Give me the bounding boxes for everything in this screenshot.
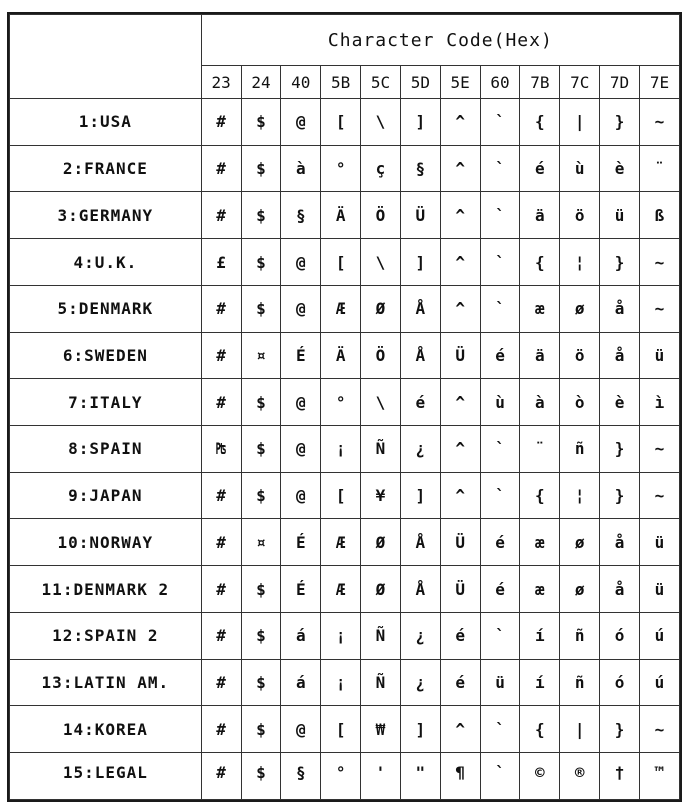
character-glyph-cell: Å bbox=[400, 332, 440, 379]
character-glyph-cell: { bbox=[520, 706, 560, 753]
country-name-cell: 1:USA bbox=[10, 99, 202, 146]
character-glyph-cell: ü bbox=[639, 566, 679, 613]
character-glyph-cell: ` bbox=[480, 239, 520, 286]
hex-code-header: 5E bbox=[440, 66, 480, 99]
character-glyph-cell: ° bbox=[321, 379, 361, 426]
character-glyph-cell: ` bbox=[480, 753, 520, 800]
character-glyph-cell: ~ bbox=[639, 285, 679, 332]
character-glyph-cell: ì bbox=[639, 379, 679, 426]
character-glyph-cell: $ bbox=[241, 99, 281, 146]
country-name-cell: 12:SPAIN 2 bbox=[10, 612, 202, 659]
character-glyph-cell: ø bbox=[560, 519, 600, 566]
hex-code-header: 5C bbox=[361, 66, 401, 99]
character-glyph-cell: } bbox=[600, 472, 640, 519]
character-glyph-cell: ¦ bbox=[560, 472, 600, 519]
country-name-cell: 7:ITALY bbox=[10, 379, 202, 426]
character-glyph-cell: ] bbox=[400, 706, 440, 753]
character-glyph-cell: § bbox=[281, 753, 321, 800]
character-glyph-cell: [ bbox=[321, 472, 361, 519]
character-glyph-cell: ù bbox=[480, 379, 520, 426]
character-glyph-cell: Ñ bbox=[361, 612, 401, 659]
character-glyph-cell: † bbox=[600, 753, 640, 800]
character-glyph-cell: Ø bbox=[361, 285, 401, 332]
character-glyph-cell: ü bbox=[480, 659, 520, 706]
character-glyph-cell: É bbox=[281, 519, 321, 566]
character-glyph-cell: ^ bbox=[440, 239, 480, 286]
character-glyph-cell: ó bbox=[600, 612, 640, 659]
hex-code-header: 7B bbox=[520, 66, 560, 99]
country-name-cell: 6:SWEDEN bbox=[10, 332, 202, 379]
character-glyph-cell: ° bbox=[321, 753, 361, 800]
character-glyph-cell: # bbox=[201, 285, 241, 332]
character-glyph-cell: é bbox=[480, 519, 520, 566]
character-glyph-cell: ¥ bbox=[361, 472, 401, 519]
character-glyph-cell: ¨ bbox=[520, 426, 560, 473]
character-glyph-cell: ° bbox=[321, 145, 361, 192]
country-name-cell: 5:DENMARK bbox=[10, 285, 202, 332]
character-glyph-cell: ₩ bbox=[361, 706, 401, 753]
character-glyph-cell: ø bbox=[560, 285, 600, 332]
table-row bbox=[10, 285, 680, 332]
country-name-cell: 8:SPAIN bbox=[10, 426, 202, 473]
header-corner-cell bbox=[10, 15, 202, 99]
character-glyph-cell: ] bbox=[400, 239, 440, 286]
hex-code-header: 7C bbox=[560, 66, 600, 99]
character-glyph-cell: ¨ bbox=[639, 145, 679, 192]
character-glyph-cell: @ bbox=[281, 472, 321, 519]
hex-code-header: 5B bbox=[321, 66, 361, 99]
character-glyph-cell: å bbox=[600, 566, 640, 613]
international-character-set-table bbox=[9, 14, 680, 800]
table-row bbox=[10, 145, 680, 192]
country-name-cell: 13:LATIN AM. bbox=[10, 659, 202, 706]
character-glyph-cell: è bbox=[600, 145, 640, 192]
table-row bbox=[10, 612, 680, 659]
character-glyph-cell: ^ bbox=[440, 285, 480, 332]
character-glyph-cell: £ bbox=[201, 239, 241, 286]
character-glyph-cell: ® bbox=[560, 753, 600, 800]
table-title: Character Code(Hex) bbox=[201, 15, 679, 66]
character-glyph-cell: à bbox=[281, 145, 321, 192]
character-glyph-cell: # bbox=[201, 145, 241, 192]
table-header bbox=[10, 15, 680, 99]
character-glyph-cell: á bbox=[281, 659, 321, 706]
character-glyph-cell: } bbox=[600, 706, 640, 753]
country-name-cell: 10:NORWAY bbox=[10, 519, 202, 566]
character-glyph-cell: | bbox=[560, 706, 600, 753]
character-glyph-cell: ^ bbox=[440, 379, 480, 426]
character-glyph-cell: Æ bbox=[321, 285, 361, 332]
character-glyph-cell: § bbox=[281, 192, 321, 239]
character-glyph-cell: ñ bbox=[560, 612, 600, 659]
character-glyph-cell: í bbox=[520, 612, 560, 659]
character-glyph-cell: ä bbox=[520, 332, 560, 379]
character-glyph-cell: § bbox=[400, 145, 440, 192]
character-glyph-cell: [ bbox=[321, 239, 361, 286]
character-glyph-cell: æ bbox=[520, 519, 560, 566]
character-glyph-cell: é bbox=[440, 612, 480, 659]
character-glyph-cell: $ bbox=[241, 285, 281, 332]
character-glyph-cell: ç bbox=[361, 145, 401, 192]
character-glyph-cell: ` bbox=[480, 192, 520, 239]
character-glyph-cell: ä bbox=[520, 192, 560, 239]
hex-code-header: 7D bbox=[600, 66, 640, 99]
character-glyph-cell: Ü bbox=[440, 566, 480, 613]
table-row bbox=[10, 379, 680, 426]
country-name-cell: 15:LEGAL bbox=[10, 753, 202, 800]
character-glyph-cell: Ö bbox=[361, 332, 401, 379]
character-glyph-cell: | bbox=[560, 99, 600, 146]
character-glyph-cell: å bbox=[600, 519, 640, 566]
character-glyph-cell: } bbox=[600, 239, 640, 286]
table-body bbox=[10, 99, 680, 800]
character-glyph-cell: ¶ bbox=[440, 753, 480, 800]
character-glyph-cell: å bbox=[600, 332, 640, 379]
character-glyph-cell: à bbox=[520, 379, 560, 426]
character-glyph-cell: É bbox=[281, 566, 321, 613]
character-glyph-cell: Ü bbox=[440, 332, 480, 379]
character-glyph-cell: ^ bbox=[440, 192, 480, 239]
character-glyph-cell: ~ bbox=[639, 239, 679, 286]
character-glyph-cell: [ bbox=[321, 706, 361, 753]
character-glyph-cell: é bbox=[400, 379, 440, 426]
table-row bbox=[10, 192, 680, 239]
character-glyph-cell: ~ bbox=[639, 472, 679, 519]
character-glyph-cell: ¿ bbox=[400, 659, 440, 706]
table-row bbox=[10, 519, 680, 566]
table-row bbox=[10, 332, 680, 379]
table-row bbox=[10, 239, 680, 286]
character-glyph-cell: } bbox=[600, 426, 640, 473]
character-glyph-cell: # bbox=[201, 99, 241, 146]
character-glyph-cell: # bbox=[201, 659, 241, 706]
character-glyph-cell: ü bbox=[639, 519, 679, 566]
character-glyph-cell: ñ bbox=[560, 659, 600, 706]
character-glyph-cell: ~ bbox=[639, 706, 679, 753]
character-glyph-cell: $ bbox=[241, 612, 281, 659]
character-glyph-cell: ö bbox=[560, 192, 600, 239]
character-glyph-cell: ^ bbox=[440, 145, 480, 192]
character-glyph-cell: í bbox=[520, 659, 560, 706]
hex-code-header: 40 bbox=[281, 66, 321, 99]
character-glyph-cell: ™ bbox=[639, 753, 679, 800]
country-name-cell: 3:GERMANY bbox=[10, 192, 202, 239]
table-row bbox=[10, 566, 680, 613]
character-glyph-cell: é bbox=[480, 332, 520, 379]
character-glyph-cell: Ü bbox=[400, 192, 440, 239]
character-glyph-cell: Ö bbox=[361, 192, 401, 239]
character-glyph-cell: Æ bbox=[321, 519, 361, 566]
character-glyph-cell: É bbox=[281, 332, 321, 379]
character-glyph-cell: Å bbox=[400, 285, 440, 332]
character-glyph-cell: [ bbox=[321, 99, 361, 146]
character-glyph-cell: ù bbox=[560, 145, 600, 192]
character-glyph-cell: ñ bbox=[560, 426, 600, 473]
character-glyph-cell: Å bbox=[400, 519, 440, 566]
table-row bbox=[10, 659, 680, 706]
character-glyph-cell: ¤ bbox=[241, 332, 281, 379]
country-name-cell: 11:DENMARK 2 bbox=[10, 566, 202, 613]
character-glyph-cell: ` bbox=[480, 285, 520, 332]
character-glyph-cell: @ bbox=[281, 239, 321, 286]
hex-code-header: 7E bbox=[639, 66, 679, 99]
character-glyph-cell: $ bbox=[241, 379, 281, 426]
character-glyph-cell: ¤ bbox=[241, 519, 281, 566]
character-glyph-cell: © bbox=[520, 753, 560, 800]
character-glyph-cell: $ bbox=[241, 706, 281, 753]
character-glyph-cell: # bbox=[201, 566, 241, 613]
character-glyph-cell: ` bbox=[480, 472, 520, 519]
character-glyph-cell: Ñ bbox=[361, 659, 401, 706]
character-glyph-cell: # bbox=[201, 612, 241, 659]
character-glyph-cell: ú bbox=[639, 612, 679, 659]
character-glyph-cell: ú bbox=[639, 659, 679, 706]
character-glyph-cell: é bbox=[440, 659, 480, 706]
table-row bbox=[10, 99, 680, 146]
character-glyph-cell: " bbox=[400, 753, 440, 800]
character-glyph-cell: ¡ bbox=[321, 426, 361, 473]
character-glyph-cell: # bbox=[201, 192, 241, 239]
character-glyph-cell: @ bbox=[281, 379, 321, 426]
character-glyph-cell: } bbox=[600, 99, 640, 146]
hex-code-header: 23 bbox=[201, 66, 241, 99]
country-name-cell: 14:KOREA bbox=[10, 706, 202, 753]
character-glyph-cell: ` bbox=[480, 706, 520, 753]
character-glyph-cell: \ bbox=[361, 99, 401, 146]
character-glyph-cell: ø bbox=[560, 566, 600, 613]
character-glyph-cell: ] bbox=[400, 99, 440, 146]
character-glyph-cell: ö bbox=[560, 332, 600, 379]
character-glyph-cell: Ü bbox=[440, 519, 480, 566]
character-set-table-frame bbox=[7, 12, 682, 802]
table-row bbox=[10, 426, 680, 473]
character-glyph-cell: @ bbox=[281, 99, 321, 146]
character-glyph-cell: ` bbox=[480, 99, 520, 146]
character-glyph-cell: \ bbox=[361, 239, 401, 286]
character-glyph-cell: { bbox=[520, 472, 560, 519]
character-glyph-cell: ò bbox=[560, 379, 600, 426]
character-glyph-cell: Ä bbox=[321, 192, 361, 239]
character-glyph-cell: é bbox=[480, 566, 520, 613]
character-glyph-cell: é bbox=[520, 145, 560, 192]
character-glyph-cell: Ø bbox=[361, 519, 401, 566]
character-glyph-cell: è bbox=[600, 379, 640, 426]
character-glyph-cell: ¿ bbox=[400, 612, 440, 659]
character-glyph-cell: Å bbox=[400, 566, 440, 613]
character-glyph-cell: Ø bbox=[361, 566, 401, 613]
character-glyph-cell: $ bbox=[241, 239, 281, 286]
character-glyph-cell: $ bbox=[241, 192, 281, 239]
table-row bbox=[10, 472, 680, 519]
table-row bbox=[10, 753, 680, 800]
character-glyph-cell: æ bbox=[520, 566, 560, 613]
character-glyph-cell: ^ bbox=[440, 426, 480, 473]
character-glyph-cell: # bbox=[201, 519, 241, 566]
character-glyph-cell: á bbox=[281, 612, 321, 659]
character-glyph-cell: ¦ bbox=[560, 239, 600, 286]
character-glyph-cell: å bbox=[600, 285, 640, 332]
character-glyph-cell: ₧ bbox=[201, 426, 241, 473]
character-glyph-cell: @ bbox=[281, 285, 321, 332]
character-glyph-cell: ó bbox=[600, 659, 640, 706]
character-glyph-cell: ~ bbox=[639, 426, 679, 473]
hex-code-header: 60 bbox=[480, 66, 520, 99]
character-glyph-cell: $ bbox=[241, 566, 281, 613]
character-glyph-cell: ^ bbox=[440, 706, 480, 753]
table-row bbox=[10, 706, 680, 753]
character-glyph-cell: \ bbox=[361, 379, 401, 426]
character-glyph-cell: # bbox=[201, 753, 241, 800]
character-glyph-cell: ] bbox=[400, 472, 440, 519]
character-glyph-cell: ü bbox=[639, 332, 679, 379]
character-glyph-cell: Æ bbox=[321, 566, 361, 613]
character-glyph-cell: æ bbox=[520, 285, 560, 332]
character-glyph-cell: ¿ bbox=[400, 426, 440, 473]
character-glyph-cell: { bbox=[520, 239, 560, 286]
character-glyph-cell: ^ bbox=[440, 472, 480, 519]
country-name-cell: 9:JAPAN bbox=[10, 472, 202, 519]
character-glyph-cell: ` bbox=[480, 145, 520, 192]
hex-code-header: 5D bbox=[400, 66, 440, 99]
character-glyph-cell: ` bbox=[480, 426, 520, 473]
character-glyph-cell: Ä bbox=[321, 332, 361, 379]
character-glyph-cell: ¡ bbox=[321, 612, 361, 659]
character-glyph-cell: $ bbox=[241, 426, 281, 473]
country-name-cell: 4:U.K. bbox=[10, 239, 202, 286]
character-glyph-cell: @ bbox=[281, 706, 321, 753]
character-glyph-cell: { bbox=[520, 99, 560, 146]
character-glyph-cell: @ bbox=[281, 426, 321, 473]
character-glyph-cell: ` bbox=[480, 612, 520, 659]
character-glyph-cell: # bbox=[201, 332, 241, 379]
character-glyph-cell: # bbox=[201, 472, 241, 519]
character-glyph-cell: $ bbox=[241, 145, 281, 192]
hex-code-header: 24 bbox=[241, 66, 281, 99]
character-glyph-cell: $ bbox=[241, 753, 281, 800]
character-glyph-cell: ' bbox=[361, 753, 401, 800]
character-glyph-cell: ^ bbox=[440, 99, 480, 146]
character-glyph-cell: ß bbox=[639, 192, 679, 239]
character-glyph-cell: $ bbox=[241, 472, 281, 519]
character-glyph-cell: $ bbox=[241, 659, 281, 706]
character-glyph-cell: ü bbox=[600, 192, 640, 239]
character-glyph-cell: ¡ bbox=[321, 659, 361, 706]
character-glyph-cell: # bbox=[201, 706, 241, 753]
character-glyph-cell: # bbox=[201, 379, 241, 426]
country-name-cell: 2:FRANCE bbox=[10, 145, 202, 192]
character-glyph-cell: Ñ bbox=[361, 426, 401, 473]
character-glyph-cell: ~ bbox=[639, 99, 679, 146]
